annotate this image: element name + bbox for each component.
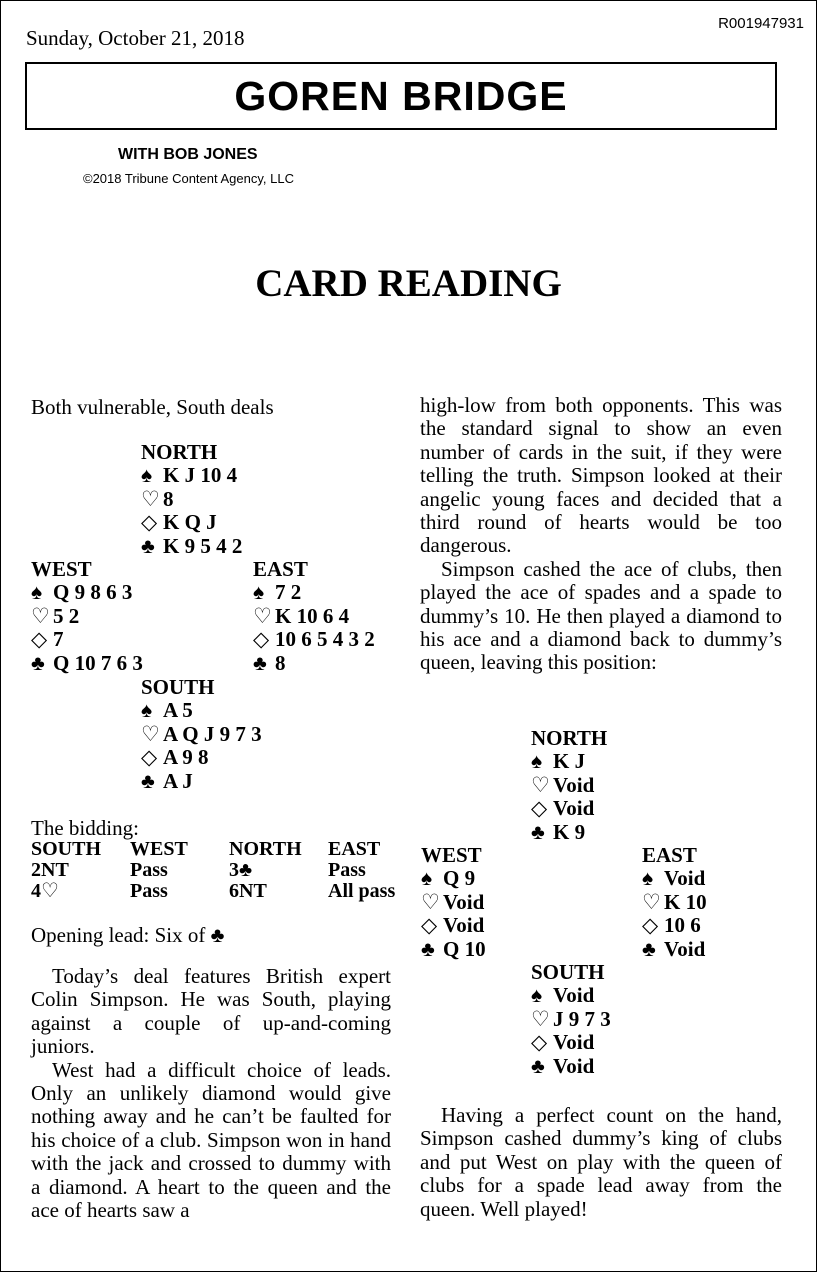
spade-icon: ♠ xyxy=(31,580,43,605)
paragraph: Having a perfect count on the hand, Simpson cashed dummy’s king of clubs and put West on play with the queen of clubs for a spade lead away from the queen. Well played! xyxy=(420,1103,782,1221)
hand-west xyxy=(31,558,143,675)
title-box xyxy=(25,62,777,130)
hand-south xyxy=(141,676,262,793)
diamonds-holding: Void xyxy=(553,1030,595,1055)
hand-name: SOUTH xyxy=(141,675,215,699)
bid: 3♣ xyxy=(229,859,253,881)
hearts-holding: K 10 xyxy=(664,889,707,914)
club-icon: ♣ xyxy=(141,533,155,558)
bidding-row xyxy=(31,881,427,902)
clubs-holding: Q 10 7 6 3 xyxy=(53,650,143,675)
hearts-holding: 5 2 xyxy=(53,603,80,628)
diamond-icon: ◇ xyxy=(141,745,158,770)
document-code: R001947931 xyxy=(718,15,804,32)
hand-name: EAST xyxy=(253,557,308,581)
hearts-holding: 8 xyxy=(163,486,174,511)
club-icon: ♣ xyxy=(531,819,545,844)
spades-holding: Void xyxy=(664,866,706,891)
headline: CARD READING xyxy=(255,262,562,305)
bid: Pass xyxy=(130,880,168,902)
heart-icon: ♡ xyxy=(531,1006,550,1031)
clubs-holding: 8 xyxy=(275,650,286,675)
right-column-text xyxy=(420,394,782,675)
bidding-column-east: EAST xyxy=(328,838,381,860)
clubs-holding: Void xyxy=(664,936,706,961)
bid: 6NT xyxy=(229,880,267,902)
diamond-icon: ◇ xyxy=(31,627,48,652)
diamonds-holding: 10 6 5 4 3 2 xyxy=(275,627,375,652)
diamond-icon: ◇ xyxy=(642,913,659,938)
spade-icon: ♠ xyxy=(141,463,153,488)
club-icon: ♣ xyxy=(253,650,267,675)
hand-name: NORTH xyxy=(531,726,608,750)
club-icon: ♣ xyxy=(31,650,45,675)
diamonds-holding: Void xyxy=(443,913,485,938)
bidding-column-north: NORTH xyxy=(229,838,302,860)
column-title: GOREN BRIDGE xyxy=(234,72,568,119)
diamond-icon: ◇ xyxy=(531,1030,548,1055)
spades-holding: K J xyxy=(553,749,586,774)
spade-icon: ♠ xyxy=(141,698,153,723)
byline: WITH BOB JONES xyxy=(118,146,258,163)
spades-holding: K J 10 4 xyxy=(163,463,238,488)
position-north xyxy=(531,727,607,844)
bidding-column-south: SOUTH xyxy=(31,838,102,860)
copyright: ©2018 Tribune Content Agency, LLC xyxy=(83,171,294,186)
position-east xyxy=(642,844,707,961)
bidding-column-west: WEST xyxy=(130,838,188,860)
vulnerability: Both vulnerable, South deals xyxy=(31,395,274,419)
clubs-holding: A J xyxy=(163,768,193,793)
bid: Pass xyxy=(130,859,168,881)
spades-holding: Void xyxy=(553,983,595,1008)
hand-name: EAST xyxy=(642,843,697,867)
paragraph: Simpson cashed the ace of clubs, then played the ace of spades and a spade to dummy’s 10. He then played a diamond to his ace and a diamond back to dummy’s queen, leaving this position: xyxy=(420,556,782,675)
bid: Pass xyxy=(328,859,366,881)
paragraph: West had a difficult choice of leads. Only an unlikely diamond would give nothing away and he can’t be faulted for his choice of a club. Simpson won in hand with the jack and crossed to dummy with a diamond. A heart to the queen and the ace of hearts saw a xyxy=(31,1057,391,1223)
position-south xyxy=(531,961,611,1078)
hearts-holding: K 10 6 4 xyxy=(275,603,350,628)
heart-icon: ♡ xyxy=(531,772,550,797)
spade-icon: ♠ xyxy=(421,866,433,891)
opening-lead: Opening lead: Six of ♣ xyxy=(31,923,225,947)
spade-icon: ♠ xyxy=(531,983,543,1008)
hand-name: NORTH xyxy=(141,440,218,464)
diamond-icon: ◇ xyxy=(141,510,158,535)
spade-icon: ♠ xyxy=(531,749,543,774)
paragraph: high-low from both opponents. This was the standard signal to show an even number of cards in the suit, if they were telling the truth. Simpson looked at their angelic young faces and decided that a third round of hearts would be too dangerous. xyxy=(420,393,782,558)
diamonds-holding: Void xyxy=(553,796,595,821)
diamonds-holding: K Q J xyxy=(163,510,217,535)
bidding-row xyxy=(31,860,427,881)
hand-name: SOUTH xyxy=(531,960,605,984)
hearts-holding: Void xyxy=(443,889,485,914)
clubs-holding: Q 10 xyxy=(443,936,486,961)
hand-name: WEST xyxy=(31,557,92,581)
spades-holding: A 5 xyxy=(163,698,193,723)
club-icon: ♣ xyxy=(421,936,435,961)
heart-icon: ♡ xyxy=(642,889,661,914)
diamond-icon: ◇ xyxy=(531,796,548,821)
hearts-holding: Void xyxy=(553,772,595,797)
bid: 2NT xyxy=(31,859,69,881)
left-column-text xyxy=(31,965,391,1222)
heart-icon: ♡ xyxy=(421,889,440,914)
hearts-holding: J 9 7 3 xyxy=(553,1006,611,1031)
hand-east xyxy=(253,558,375,675)
diamonds-holding: 10 6 xyxy=(664,913,701,938)
spades-holding: Q 9 xyxy=(443,866,476,891)
club-icon: ♣ xyxy=(531,1053,545,1078)
diamond-icon: ◇ xyxy=(253,627,270,652)
bidding-table xyxy=(31,839,427,902)
hand-north xyxy=(141,441,242,558)
closing-text xyxy=(420,1104,782,1221)
spade-icon: ♠ xyxy=(642,866,654,891)
heart-icon: ♡ xyxy=(141,486,160,511)
diamond-icon: ◇ xyxy=(421,913,438,938)
heart-icon: ♡ xyxy=(253,603,272,628)
bidding-label: The bidding: xyxy=(31,816,139,840)
bidding-header xyxy=(31,839,427,860)
club-icon: ♣ xyxy=(141,768,155,793)
spades-holding: Q 9 8 6 3 xyxy=(53,580,133,605)
paragraph: Today’s deal features British expert Colin Simpson. He was South, playing against a couple of up-and-coming juniors. xyxy=(31,964,391,1059)
clubs-holding: K 9 xyxy=(553,819,586,844)
hand-name: WEST xyxy=(421,843,482,867)
clubs-holding: Void xyxy=(553,1053,595,1078)
bid: 4♡ xyxy=(31,880,59,902)
spades-holding: 7 2 xyxy=(275,580,302,605)
hearts-holding: A Q J 9 7 3 xyxy=(163,721,262,746)
position-west xyxy=(421,844,486,961)
clubs-holding: K 9 5 4 2 xyxy=(163,533,243,558)
bid: All pass xyxy=(328,880,396,902)
heart-icon: ♡ xyxy=(141,721,160,746)
spade-icon: ♠ xyxy=(253,580,265,605)
diamonds-holding: A 9 8 xyxy=(163,745,209,770)
publication-date: Sunday, October 21, 2018 xyxy=(26,26,245,50)
diamonds-holding: 7 xyxy=(53,627,64,652)
heart-icon: ♡ xyxy=(31,603,50,628)
club-icon: ♣ xyxy=(642,936,656,961)
